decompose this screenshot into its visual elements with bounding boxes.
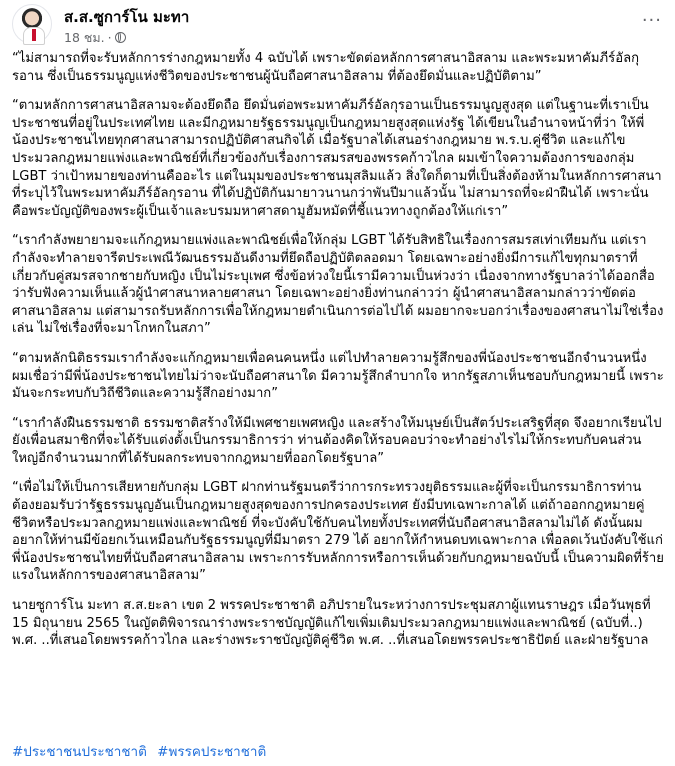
post-paragraph: “ตามหลักการศาสนาอิสลามจะต้องยึดถือ ยึดมั่นต่อพระมหาคัมภีร์อัลกุรอานเป็นธรรมนูญสูงสุด แต่ในฐานะที่เราเป็นประชาชนที่อยู่ในประเทศไทย และมีกฎหมายรัฐธรรมนูญเป็นกฎหมายสูงสุดแห่งรัฐ ได้เขียนในอำนาจหน้าที่ว่า ให้พี่น้องประชาชนไทยทุกศาสนาสามารถปฏิบัติศาสนกิจได้ เมื่อรัฐบาลได้เสนอร่างกฎหมาย พ.ร.บ.คู่ชีวิต และแก้ไขประมวลกฎหมายแพ่งและพาณิชย์ที่เกี่ยวข้องกับเรื่องการสมรสของพรรคก้าวไกล ผมเข้าใจความต้องการของกลุ่ม LGBT ว่าเป้าหมายของท่านคืออะไร แต่ในมุมของประชาชนมุสลิมแล้ว สิ่งใดก็ตามที่เป็นสิ่งต้องห้ามในหลักการศาสนาที่ระบุไว้ในพระมหาคัมภีร์อัลกุรอาน ที่ได้ปฏิบัติกันมายาวนานกว่าพันปีมาแล้วนั้น ไม่สามารถที่จะฝ่าฝืนได้ เพราะนั่นคือพระบัญญัติของพระผู้เป็นเจ้าและบรมมหาศาสดามูฮัมหมัดที่ชี้แนวทางถูกต้องให้แก่เรา” bbox=[12, 98, 662, 219]
post-meta bbox=[64, 28, 126, 48]
post-header bbox=[12, 4, 662, 48]
post-paragraph: “เรากำลังฝืนธรรมชาติ ธรรมชาติสร้างให้มีเพศชายเพศหญิง และสร้างให้มนุษย์เป็นสัตว์ประเสริฐที่สุด จึงอยากเรียนไปยังเพื่อนสมาชิกที่จะได้รับแต่งตั้งเป็นกรรมาธิการว่า ท่านต้องคิดให้รอบคอบว่าจะทำอย่างไรไม่ให้กระทบกับคนส่วนใหญ่อีกจำนวนมากที่ได้รับผลกระทบจากกฎหมายที่ออกโดยรัฐบาล” bbox=[12, 415, 662, 466]
post-paragraph: นายซูการ์โน มะทา ส.ส.ยะลา เขต 2 พรรคประชาชาติ อภิปรายในระหว่างการประชุมสภาผู้แทนราษฎร เมื่อวันพุธที่ 15 มิถุนายน 2565 ในญัตติพิจารณาร่างพระราชบัญญัติแก้ไขเพิ่มเติมประมวลกฎหมายแพ่งและพาณิชย์ (ฉบับที่..) พ.ศ. ..ที่เสนอโดยพรรคก้าวไกล และร่างพระราชบัญญัติคู่ชีวิต พ.ศ. ..ที่เสนอโดยพรรคประชาธิปัตย์ และฝ่ายรัฐบาล bbox=[12, 598, 651, 649]
post-paragraph: “เรากำลังพยายามจะแก้กฎหมายแพ่งและพาณิชย์เพื่อให้กลุ่ม LGBT ได้รับสิทธิในเรื่องการสมรสเท่าเทียมกัน แต่เรากำลังจะทำลายจารีตประเพณีวัฒนธรรมอันดีงามที่ยึดถือปฏิบัติตลอดมา โดยเฉพาะอย่างยิ่งมีการแก้ไขทุกมาตราที่เกี่ยวกับคู่สมรสจากชายกับหญิง เป็นไม่ระบุเพศ ซึ่งข้อห่วงใยนี้เรามีความเป็นห่วงว่า เนื่องจากทางรัฐบาลว่าได้ออกสื่อว่ารับฟังความเห็นแล้วผู้นำศาสนาหลายศาสนา โดยเฉพาะอย่างยิ่งท่านกล่าวว่า ผู้นำศาสนาอิสลามกล่าวว่าขัดต่อศาสนาอิสลาม แต่สามารถรับหลักการเพื่อให้กฎหมายดำเนินการต่อไปได้ ผมอยากจะบอกว่าเรื่องของศาสนาไม่ใช่เรื่องเล่น ไม่ใช่เรื่องที่จะมาโกหกในสภา” bbox=[12, 233, 664, 337]
meta-separator: · bbox=[107, 30, 112, 45]
post-paragraph: “ไม่สามารถที่จะรับหลักการร่างกฎหมายทั้ง 4 ฉบับได้ เพราะขัดต่อหลักการศาสนาอิสลาม และพระมหาคัมภีร์อัลกุรอาน ซึ่งเป็นธรรมนูญแห่งชีวิตของประชาชนผู้นับถือศาสนาอิสลาม ที่ต้องยึดมั่นและปฏิบัติตาม” bbox=[12, 51, 640, 84]
hashtag-link[interactable]: #พรรคประชาชาติ bbox=[157, 744, 267, 760]
post-time[interactable]: 18 ชม. bbox=[64, 30, 105, 45]
hashtag-list bbox=[12, 740, 272, 762]
author-name[interactable]: ส.ส.ซูการ์โน มะทา bbox=[64, 8, 190, 26]
post-paragraph: “เพื่อไม่ให้เป็นการเสียหายกับกลุ่ม LGBT ฝากท่านรัฐมนตรีว่าการกระทรวงยุติธรรมและผู้ที่จะเป็นกรรมาธิการท่านต้องยอมรับว่ารัฐธรรมนูญอันเป็นกฎหมายสูงสุดของการปกครองประเทศ ยังมีบทเฉพาะกาลได้ แต่ถ้าออกกฎหมายคู่ชีวิตหรือประมวลกฎหมายแพ่งและพาณิชย์ ที่จะบังคับใช้กับคนไทยทั้งประเทศที่นับถือศาสนาอิสลามไม่ได้ ดังนั้นผมอยากให้ท่านมีข้อยกเว้นเหมือนกับรัฐธรรมนูญที่มีมาตรา 279 ได้ อยากให้กำหนดบทเฉพาะกาล เพื่อลดเว้นบังคับใช้แก่พี่น้องประชาชนไทยที่นับถือศาสนาอิสลาม เพราะการรับหลักการหรือการเห็นด้วยกับกฎหมายฉบับนี้ เป็นความผิดที่ร้ายแรงในหลักการของศาสนาอิสลาม” bbox=[12, 480, 664, 584]
avatar-tie bbox=[32, 29, 36, 41]
post-text bbox=[12, 50, 664, 662]
author-avatar[interactable] bbox=[12, 4, 52, 44]
more-options-icon[interactable]: ··· bbox=[641, 10, 662, 31]
post-paragraph: “ตามหลักนิติธรรมเรากำลังจะแก้กฎหมายเพื่อคนคนหนึ่ง แต่ไปทำลายความรู้สึกของพี่น้องประชาชนอีกจำนวนหนึ่ง ผมเชื่อว่ามีพี่น้องประชาชนไทยไม่ว่าจะนับถือศาสนาใด มีความรู้สึกลำบากใจ หากรัฐสภาเห็นชอบกับกฎหมายนี้ เพราะมันจะกระทบกับวิถีชีวิตและความรู้สึกอย่างมาก” bbox=[12, 350, 664, 402]
globe-icon bbox=[115, 32, 126, 43]
hashtag-link[interactable]: #ประชาชนประชาชาติ bbox=[12, 744, 147, 760]
